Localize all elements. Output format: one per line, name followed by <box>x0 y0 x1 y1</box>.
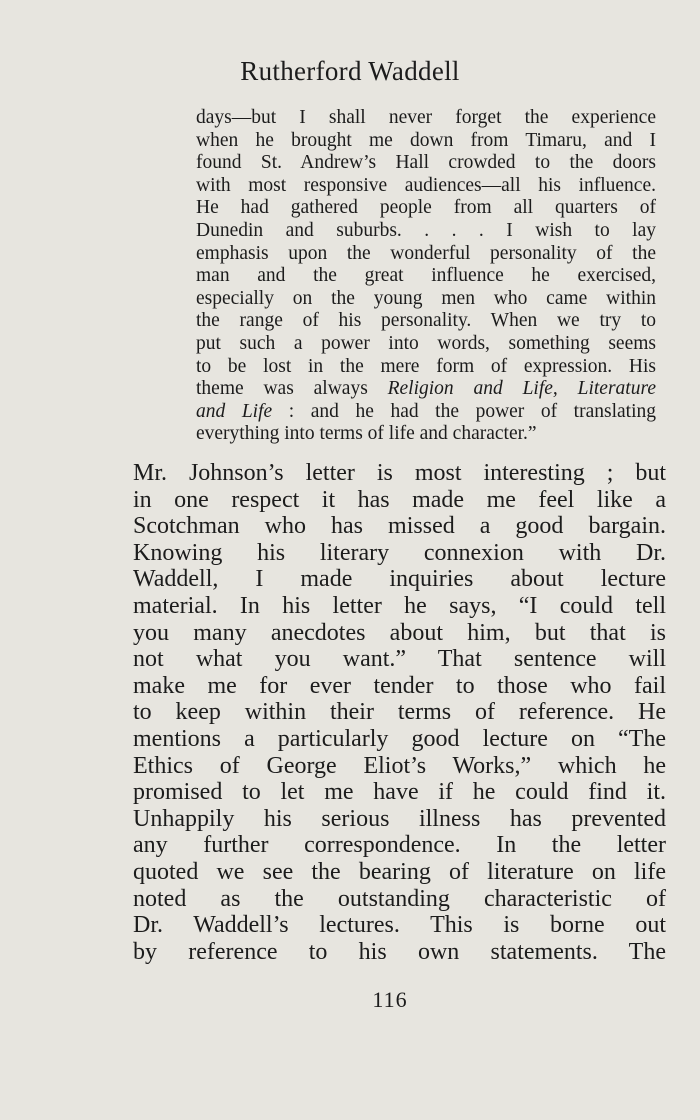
body-line: Mr. Johnson’s letter is most interesting ; but <box>133 460 666 486</box>
body-line: Dr. Waddell’s lectures. This is borne out <box>133 912 666 939</box>
body-line: Waddell, I made inquiries about lecture <box>133 566 666 593</box>
quote-line <box>196 401 656 424</box>
body-line: Knowing his literary connexion with Dr. <box>133 539 666 566</box>
quote-text: theme was always <box>196 378 388 400</box>
body-line: by reference to his own statements. The <box>133 938 666 965</box>
quote-line: put such a power into words, something seems <box>196 332 656 354</box>
body-line: in one respect it has made me feel like a <box>133 486 666 513</box>
quote-line: when he brought me down from Timaru, and I <box>196 129 656 151</box>
body-line: make me for ever tender to those who fail <box>133 672 666 699</box>
quote-line: days—but I shall never forget the experience <box>196 107 656 128</box>
quote-line: man and the great influence he exercised, <box>196 265 656 287</box>
quote-line: everything into terms of life and character.” <box>196 423 537 445</box>
quote-line: especially on the young men who came within <box>196 287 656 309</box>
body-line: quoted we see the bearing of literature on life <box>133 858 666 885</box>
quote-line: found St. Andrew’s Hall crowded to the doors <box>196 152 656 174</box>
quote-line: the range of his personality. When we try to <box>196 310 656 332</box>
body-line: Ethics of George Eliot’s Works,” which he <box>133 752 666 779</box>
page-number: 116 <box>372 987 408 1012</box>
body-line: Unhappily his serious illness has prevented <box>133 805 666 832</box>
body-line: mentions a particularly good lecture on “The <box>133 725 666 752</box>
body-line: to keep within their terms of reference. He <box>133 699 666 726</box>
body-line: Scotchman who has missed a good bargain. <box>133 513 666 540</box>
running-header: Rutherford Waddell <box>240 56 460 86</box>
quote-line <box>196 378 656 401</box>
block-quotation <box>196 107 656 446</box>
body-line: promised to let me have if he could find it. <box>133 779 666 806</box>
body-paragraph <box>133 460 666 965</box>
body-line: material. In his letter he says, “I could tell <box>133 592 666 619</box>
quote-text: : and he had the power of translating <box>272 400 656 422</box>
italic-title-text: and Life <box>196 400 273 422</box>
body-line: you many anecdotes about him, but that is <box>133 619 666 646</box>
body-line: noted as the outstanding characteristic of <box>133 885 666 912</box>
quote-line: emphasis upon the wonderful personality of the <box>196 242 656 264</box>
body-line: not what you want.” That sentence will <box>133 646 666 673</box>
italic-title-text: Religion and Life, Literature <box>387 378 656 400</box>
quote-line: He had gathered people from all quarters of <box>196 197 656 219</box>
quote-line: with most responsive audiences—all his influence. <box>196 174 656 196</box>
body-line: any further correspondence. In the letter <box>133 832 666 859</box>
quote-line: Dunedin and suburbs. . . . I wish to lay <box>196 219 656 241</box>
quote-line: to be lost in the mere form of expression. His <box>196 355 656 377</box>
